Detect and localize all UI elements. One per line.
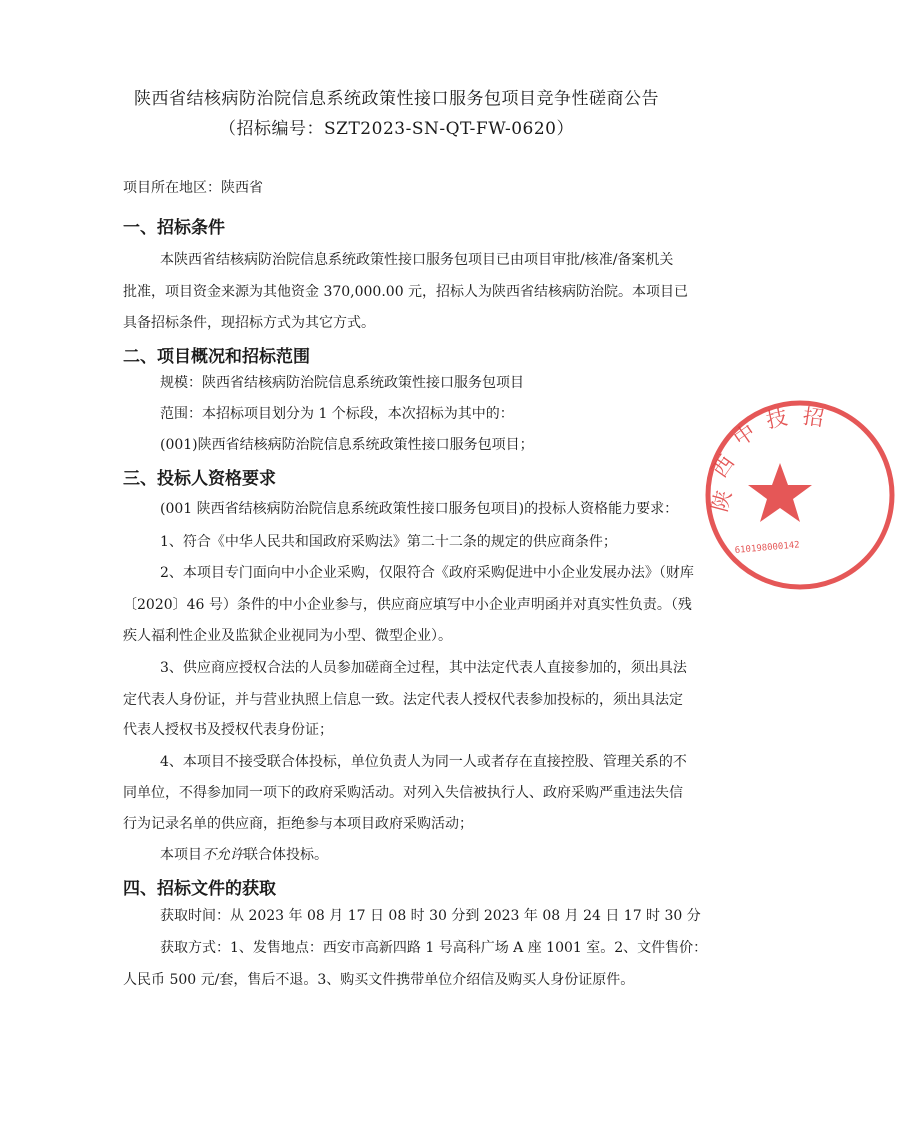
- paragraph-line: 2、本项目专门面向中小企业采购，仅限符合《政府采购促进中小企业发展办法》（财库: [160, 565, 694, 581]
- paragraph-line: (001 陕西省结核病防治院信息系统政策性接口服务包项目)的投标人资格能力要求：: [160, 501, 679, 517]
- paragraph-line: 代表人授权书及授权代表身份证；: [123, 722, 333, 738]
- section-heading-1: 一、招标条件: [123, 218, 225, 238]
- section-heading-4: 四、招标文件的获取: [123, 879, 276, 899]
- svg-text:中: 中: [729, 419, 761, 452]
- paragraph-line: 疾人福利性企业及监狱企业视同为小型、微型企业）。: [123, 628, 452, 644]
- project-region: 项目所在地区：陕西省: [123, 180, 263, 196]
- paragraph-line: 批准，项目资金来源为其他资金 370,000.00 元，招标人为陕西省结核病防治院。本项目已: [123, 284, 689, 300]
- svg-text:技: 技: [764, 405, 790, 433]
- paragraph-line: 4、本项目不接受联合体投标，单位负责人为同一人或者存在直接控股、管理关系的不: [160, 754, 687, 770]
- paragraph-line: 定代表人身份证，并与营业执照上信息一致。法定代表人授权代表参加投标的，须出具法定: [123, 692, 683, 708]
- paragraph-line: 具备招标条件，现招标方式为其它方式。: [123, 315, 375, 331]
- paragraph-line: 规模：陕西省结核病防治院信息系统政策性接口服务包项目: [160, 375, 524, 391]
- svg-text:610198000142: 610198000142: [734, 540, 801, 556]
- section-heading-3: 三、投标人资格要求: [123, 469, 276, 489]
- svg-text:西: 西: [707, 450, 740, 482]
- paragraph-line: 1、符合《中华人民共和国政府采购法》第二十二条的规定的供应商条件；: [160, 534, 617, 550]
- document-subtitle: （招标编号：SZT2023-SN-QT-FW-0620）: [219, 119, 574, 139]
- paragraph-line: 范围：本招标项目划分为 1 个标段，本次招标为其中的：: [160, 406, 514, 422]
- line-segment: 本项目: [160, 847, 202, 863]
- handwritten-emphasis: 不允许: [202, 847, 244, 863]
- svg-text:陕: 陕: [707, 487, 737, 515]
- paragraph-line: 行为记录名单的供应商，拒绝参与本项目政府采购活动；: [123, 816, 473, 832]
- paragraph-line: 获取时间：从 2023 年 08 月 17 日 08 时 30 分到 2023 年 08 月 24 日 17 时 30 分: [160, 908, 701, 924]
- section-heading-2: 二、项目概况和招标范围: [123, 347, 310, 367]
- svg-text:招: 招: [801, 404, 826, 431]
- paragraph-line: [160, 845, 682, 865]
- paragraph-line: 获取方式：1、发售地点：西安市高新四路 1 号高科广场 A 座 1001 室。2、文件售价：: [160, 940, 708, 956]
- paragraph-line: 人民币 500 元/套，售后不退。3、购买文件携带单位介绍信及购买人身份证原件。: [123, 972, 635, 988]
- seal-stamp: [700, 395, 900, 595]
- document-title: 陕西省结核病防治院信息系统政策性接口服务包项目竞争性磋商公告: [134, 89, 659, 109]
- paragraph-line: 3、供应商应授权合法的人员参加磋商全过程，其中法定代表人直接参加的，须出具法: [160, 660, 687, 676]
- paragraph-line: (001)陕西省结核病防治院信息系统政策性接口服务包项目；: [160, 437, 534, 453]
- paragraph-line: 同单位，不得参加同一项下的政府采购活动。对列入失信被执行人、政府采购严重违法失信: [123, 785, 683, 801]
- line-segment: 联合体投标。: [244, 847, 328, 863]
- paragraph-line: 〔2020〕46 号）条件的中小企业参与，供应商应填写中小企业声明函并对真实性负责。（残: [123, 597, 692, 613]
- paragraph-line: 本陕西省结核病防治院信息系统政策性接口服务包项目已由项目审批/核准/备案机关: [160, 252, 674, 268]
